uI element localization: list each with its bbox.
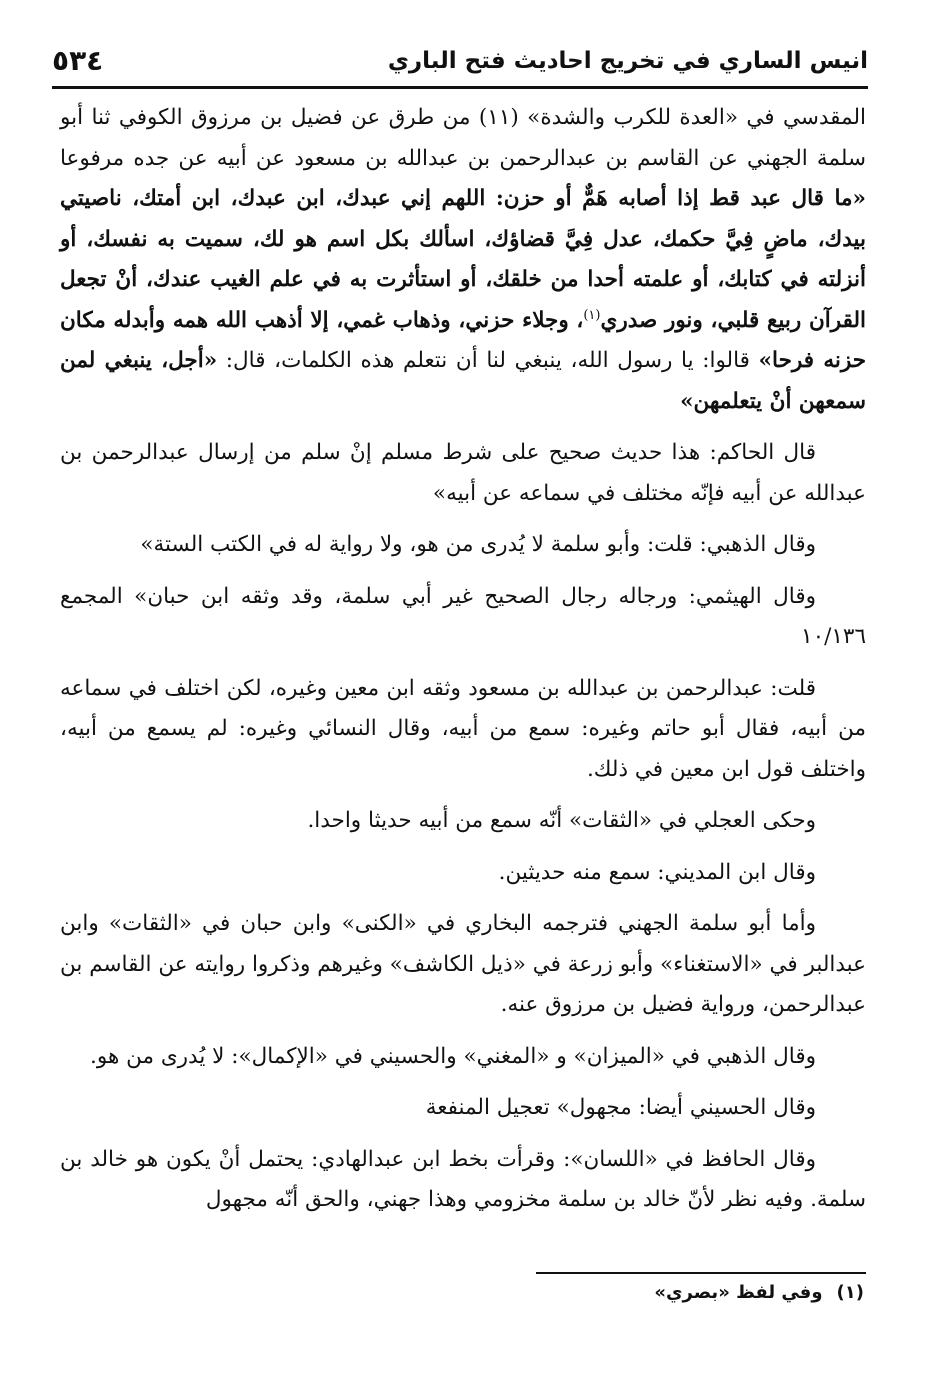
paragraph: [60, 1037, 866, 1078]
text-segment: «أجل، ينبغي لمن سمعهن أنْ يتعلمهن»: [60, 348, 866, 414]
text-segment: وقال الهيثمي: ورجاله رجال الصحيح غير أبي سلمة، وقد وثقه ابن حبان» المجمع ١٠/١٣٦: [60, 583, 866, 649]
paragraph: [60, 853, 866, 894]
paragraph: [60, 1140, 866, 1221]
text-segment: وقال الحافظ في «اللسان»: وقرأت بخط ابن عبدالهادي: يحتمل أنْ يكون هو خالد بن سلمة. وفيه نظر لأنّ خالد بن سلمة مخزومي وهذا جهني، والحق أنّه مجهول: [60, 1146, 866, 1212]
text-segment: وحكى العجلي في «الثقات» أنّه سمع من أبيه حديثا واحدا.: [307, 808, 816, 833]
text-segment: وقال الذهبي في «الميزان» و «المغني» والحسيني في «الإكمال»: لا يُدرى من هو.: [90, 1043, 816, 1069]
footnote-marker: (١): [836, 1282, 864, 1303]
paragraph: [60, 904, 866, 1026]
main-text: [60, 98, 866, 1232]
text-segment: قالوا: يا رسول الله، ينبغي لنا أن نتعلم هذه الكلمات، قال:: [217, 348, 759, 373]
footnote: [640, 1282, 864, 1303]
paragraph: [60, 1088, 866, 1129]
text-segment: وأما أبو سلمة الجهني فترجمه البخاري في «الكنى» وابن حبان في «الثقات» وابن عبدالبر في «الاستغناء» وأبو زرعة في «ذيل الكاشف» وغيرهم وذكروا روايته عن القاسم بن عبدالرحمن، ورواية فضيل بن مرزوق عنه.: [60, 911, 866, 1017]
footnote-reference: (١): [583, 307, 601, 323]
text-segment: ، وجلاء حزني، وذهاب غمي، إلا أذهب الله همه وأبدله مكان حزنه فرحا»: [60, 307, 866, 373]
text-segment: قال الحاكم: هذا حديث صحيح على شرط مسلم إنْ سلم من إرسال عبدالرحمن بن عبدالله عن أبيه فإنّه مختلف في سماعه عن أبيه»: [60, 440, 866, 506]
text-segment: «ما قال عبد قط إذا أصابه هَمٌّ أو حزن: اللهم إني عبدك، ابن عبدك، ابن أمتك، ناصيتي بيدك، ماضٍ فِيَّ حكمك، عدل فِيَّ قضاؤك، اسألك بكل اسم هو لك، سميت به نفسك، أو أنزلته في كتابك، أو علمته أحدا من خلقك، أو استأثرت به في علم الغيب عندك، أنْ تجعل القرآن ربيع قلبي، ونور صدري: [60, 186, 866, 333]
text-segment: وقال ابن المديني: سمع منه حديثين.: [498, 859, 816, 885]
text-segment: قلت: عبدالرحمن بن عبدالله بن مسعود وثقه ابن معين وغيره، لكن اختلف في سماعه من أبيه، فقال أبو حاتم وغيره: سمع من أبيه، وقال النسائي وغيره: لم يسمع من أبيه، واختلف قول ابن معين في ذلك.: [60, 675, 866, 782]
footnote-text: وفي لفظ «بصري»: [654, 1282, 823, 1303]
paragraph: [60, 525, 866, 566]
footnote-divider: [536, 1272, 866, 1274]
page-header: [52, 42, 868, 89]
paragraph: [60, 669, 866, 791]
running-title: انيس الساري في تخريج احاديث فتح الباري: [387, 48, 868, 74]
paragraph: [60, 577, 866, 658]
text-segment: المقدسي في «العدة للكرب والشدة» (١١) من طرق عن فضيل بن مرزوق الكوفي ثنا أبو سلمة الجهني عن القاسم بن عبدالرحمن بن عبدالله بن مسعود عن أبيه عن جده مرفوعا: [60, 105, 867, 171]
page-number: ٥٣٤: [52, 44, 104, 77]
paragraph: [60, 433, 866, 514]
paragraph: [60, 98, 866, 422]
paragraph: [60, 801, 866, 842]
text-segment: وقال الذهبي: قلت: وأبو سلمة لا يُدرى من هو، ولا رواية له في الكتب الستة»: [140, 532, 816, 557]
text-segment: وقال الحسيني أيضا: مجهول» تعجيل المنفعة: [425, 1095, 816, 1120]
